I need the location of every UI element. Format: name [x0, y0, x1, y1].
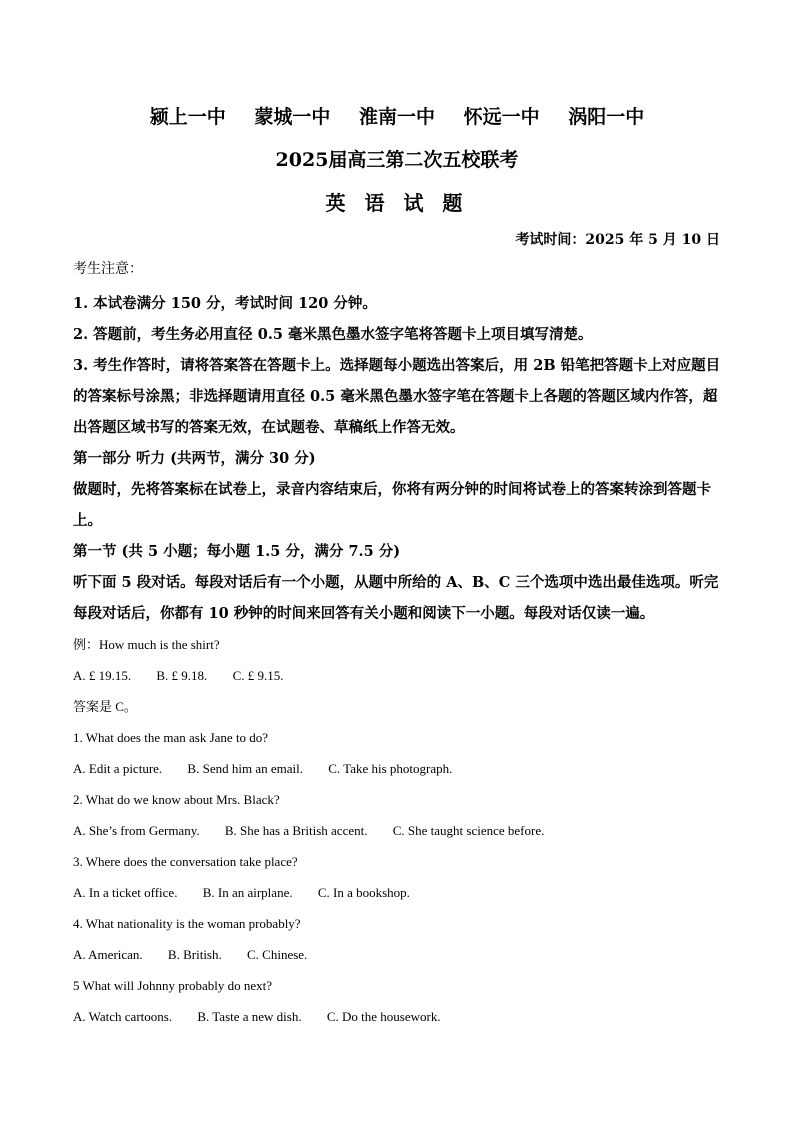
school-name: 涡阳一中 [568, 106, 645, 128]
option: B. British. [167, 947, 222, 962]
option: C. In a bookshop. [317, 885, 410, 900]
option: B. £ 9.18. [156, 668, 208, 683]
school-name: 怀远一中 [463, 106, 540, 128]
question-stem: 5 What will Johnny probably do next? [73, 978, 273, 993]
option: A. In a ticket office. [73, 885, 178, 900]
notice-item: 3. 考生作答时，请将答案答在答题卡上。选择题每小题选出答案后，用 2B 铅笔把答题卡上对应题目的答案标号涂黑；非选择题请用直径 0.5 毫米黑色墨水签字笔在答题卡上各题的答题区域内作答，超出答题区域书写的答案无效，在试题卷、草稿纸上作答无效。 [73, 357, 721, 436]
question-options [73, 939, 725, 970]
part-heading: 第一部分 听力 (共两节，满分 30 分) [73, 450, 316, 467]
school-names [0, 102, 794, 129]
option: C. She taught science before. [392, 823, 545, 838]
option: C. Do the housework. [326, 1009, 441, 1024]
option: A. American. [73, 947, 143, 962]
question-stem: 1. What does the man ask Jane to do? [73, 730, 269, 745]
exam-title: 英 语 试 题 [325, 191, 469, 215]
question-options [73, 1001, 725, 1032]
question-stem: 2. What do we know about Mrs. Black? [73, 792, 280, 807]
exam-date: 考试时间：2025 年 5 月 10 日 [515, 232, 720, 248]
notice-heading: 考生注意： [73, 261, 143, 277]
option: B. In an airplane. [202, 885, 293, 900]
question-options [73, 877, 725, 908]
option: C. Chinese. [247, 947, 308, 962]
option: A. £ 19.15. [73, 668, 132, 683]
question-options [73, 815, 725, 846]
section-heading: 第一节 (共 5 小题；每小题 1.5 分，满分 7.5 分) [73, 543, 401, 560]
question-options [73, 753, 725, 784]
exam-body [73, 258, 725, 1032]
option: B. She has a British accent. [224, 823, 368, 838]
question-stem: 4. What nationality is the woman probably? [73, 916, 301, 931]
school-name: 淮南一中 [358, 106, 435, 128]
school-name: 蒙城一中 [254, 106, 331, 128]
example-question: 例：How much is the shirt? [73, 637, 220, 652]
option: A. She’s from Germany. [73, 823, 200, 838]
notice-item: 2. 答题前，考生务必用直径 0.5 毫米黑色墨水签字笔将答题卡上项目填写清楚。 [73, 326, 593, 343]
example-answer: 答案是 C。 [73, 699, 137, 714]
option: C. Take his photograph. [328, 761, 453, 776]
section-instruction: 听下面 5 段对话。每段对话后有一个小题，从题中所给的 A、B、C 三个选项中选出最佳选项。听完每段对话后，你都有 10 秒钟的时间来回答有关小题和阅读下一小题。每段对话仅读一遍。 [73, 574, 719, 622]
question-stem: 3. Where does the conversation take place? [73, 854, 298, 869]
option: C. £ 9.15. [232, 668, 284, 683]
option: A. Edit a picture. [73, 761, 163, 776]
notice-item: 1. 本试卷满分 150 分，考试时间 120 分钟。 [73, 295, 377, 312]
option: B. Taste a new dish. [197, 1009, 302, 1024]
option: A. Watch cartoons. [73, 1009, 173, 1024]
school-name: 颍上一中 [149, 106, 226, 128]
exam-subtitle: 2025届高三第二次五校联考 [275, 149, 519, 171]
option: B. Send him an email. [187, 761, 303, 776]
example-options [73, 660, 725, 691]
part-instruction: 做题时，先将答案标在试卷上，录音内容结束后，你将有两分钟的时间将试卷上的答案转涂到答题卡上。 [73, 481, 711, 529]
